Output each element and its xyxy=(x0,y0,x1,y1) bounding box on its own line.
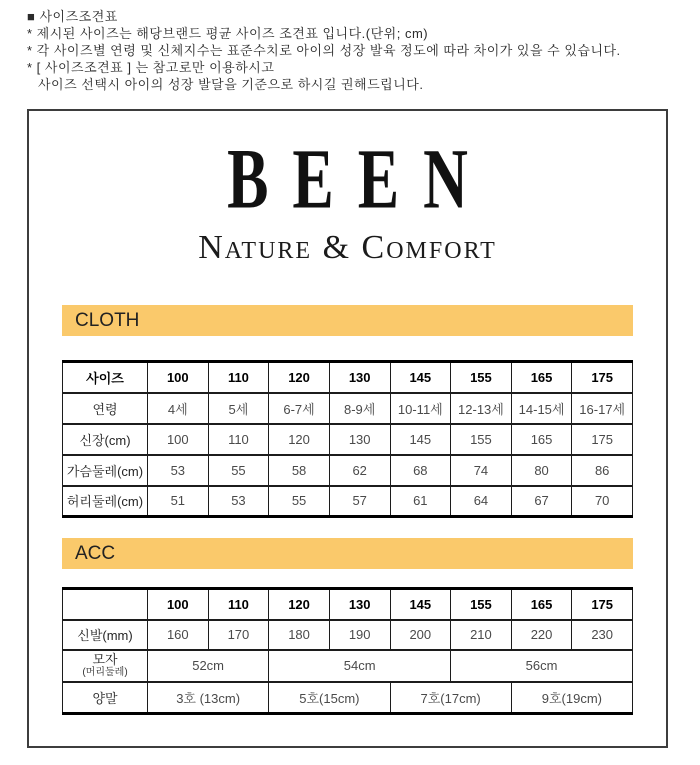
notes-title: ■ 사이즈조견표 xyxy=(27,9,118,24)
cloth-header-cell: 110 xyxy=(208,362,269,393)
socks-size-cell: 3호 (13cm) xyxy=(148,682,269,714)
cloth-header-size: 사이즈 xyxy=(63,362,148,393)
age-cell: 14-15세 xyxy=(511,393,572,424)
row-label-age: 연령 xyxy=(63,393,148,424)
cloth-header-cell: 165 xyxy=(511,362,572,393)
cloth-waist-row xyxy=(63,486,633,517)
height-cell: 110 xyxy=(208,424,269,455)
acc-header-cell: 100 xyxy=(148,589,209,620)
waist-cell: 53 xyxy=(208,486,269,517)
acc-header-cell: 155 xyxy=(451,589,512,620)
note-recommendation: 사이즈 선택시 아이의 성장 발달을 기준으로 하시길 권해드립니다. xyxy=(38,77,424,92)
brand-logo: BEEN xyxy=(227,132,492,227)
socks-size-cell: 7호(17cm) xyxy=(390,682,511,714)
cloth-header-cell: 155 xyxy=(451,362,512,393)
shoes-cell: 170 xyxy=(208,620,269,650)
shoes-cell: 180 xyxy=(269,620,330,650)
chest-cell: 80 xyxy=(511,455,572,486)
chest-cell: 55 xyxy=(208,455,269,486)
note-unit: * 제시된 사이즈는 해당브랜드 평균 사이즈 조견표 입니다.(단위; cm) xyxy=(27,26,429,41)
acc-header-cell: 110 xyxy=(208,589,269,620)
height-cell: 130 xyxy=(329,424,390,455)
acc-header-cell: 165 xyxy=(511,589,572,620)
acc-shoes-row xyxy=(63,620,633,650)
row-label-hat xyxy=(63,650,148,682)
shoes-cell: 220 xyxy=(511,620,572,650)
height-cell: 100 xyxy=(148,424,209,455)
acc-header-cell: 145 xyxy=(390,589,451,620)
acc-header-empty xyxy=(63,589,148,620)
waist-cell: 55 xyxy=(269,486,330,517)
cloth-header-cell: 175 xyxy=(572,362,633,393)
shoes-cell: 200 xyxy=(390,620,451,650)
cloth-header-row xyxy=(63,362,633,393)
acc-socks-row xyxy=(63,682,633,714)
age-cell: 6-7세 xyxy=(269,393,330,424)
row-label-chest: 가슴둘레(cm) xyxy=(63,455,148,486)
shoes-cell: 230 xyxy=(572,620,633,650)
waist-cell: 57 xyxy=(329,486,390,517)
age-cell: 4세 xyxy=(148,393,209,424)
chest-cell: 58 xyxy=(269,455,330,486)
height-cell: 145 xyxy=(390,424,451,455)
chest-cell: 53 xyxy=(148,455,209,486)
waist-cell: 61 xyxy=(390,486,451,517)
row-label-socks: 양말 xyxy=(63,682,148,714)
shoes-cell: 210 xyxy=(451,620,512,650)
hat-sublabel: (머리둘레) xyxy=(82,667,128,678)
waist-cell: 70 xyxy=(572,486,633,517)
cloth-size-table xyxy=(62,360,633,518)
age-cell: 10-11세 xyxy=(390,393,451,424)
acc-header-row xyxy=(63,589,633,620)
row-label-height: 신장(cm) xyxy=(63,424,148,455)
socks-size-cell: 9호(19cm) xyxy=(511,682,632,714)
brand-tagline: Nature & Comfort xyxy=(198,229,497,266)
age-cell: 8-9세 xyxy=(329,393,390,424)
hat-size-cell: 52cm xyxy=(148,650,269,682)
acc-hat-row xyxy=(63,650,633,682)
height-cell: 165 xyxy=(511,424,572,455)
cloth-age-row xyxy=(63,393,633,424)
age-cell: 16-17세 xyxy=(572,393,633,424)
waist-cell: 67 xyxy=(511,486,572,517)
chest-cell: 68 xyxy=(390,455,451,486)
cloth-height-row xyxy=(63,424,633,455)
cloth-header-cell: 145 xyxy=(390,362,451,393)
hat-label: 모자 xyxy=(92,652,118,667)
content-box xyxy=(27,109,668,748)
waist-cell: 64 xyxy=(451,486,512,517)
socks-size-cell: 5호(15cm) xyxy=(269,682,390,714)
waist-cell: 51 xyxy=(148,486,209,517)
note-reference: * [ 사이즈조견표 ] 는 참고로만 이용하시고 xyxy=(27,60,275,75)
hat-size-cell: 54cm xyxy=(269,650,451,682)
height-cell: 120 xyxy=(269,424,330,455)
cloth-chest-row xyxy=(63,455,633,486)
section-banner-acc: ACC xyxy=(62,538,633,569)
note-variance: * 각 사이즈별 연령 및 신체지수는 표준수치로 아이의 성장 발육 정도에 따라 차이가 있을 수 있습니다. xyxy=(27,43,621,58)
cloth-header-cell: 100 xyxy=(148,362,209,393)
height-cell: 155 xyxy=(451,424,512,455)
shoes-cell: 190 xyxy=(329,620,390,650)
acc-header-cell: 175 xyxy=(572,589,633,620)
hat-size-cell: 56cm xyxy=(451,650,633,682)
row-label-waist: 허리둘레(cm) xyxy=(63,486,148,517)
age-cell: 5세 xyxy=(208,393,269,424)
acc-header-cell: 130 xyxy=(329,589,390,620)
chest-cell: 74 xyxy=(451,455,512,486)
row-label-shoes: 신발(mm) xyxy=(63,620,148,650)
acc-header-cell: 120 xyxy=(269,589,330,620)
chest-cell: 86 xyxy=(572,455,633,486)
section-banner-cloth: CLOTH xyxy=(62,305,633,336)
age-cell: 12-13세 xyxy=(451,393,512,424)
shoes-cell: 160 xyxy=(148,620,209,650)
height-cell: 175 xyxy=(572,424,633,455)
cloth-header-cell: 130 xyxy=(329,362,390,393)
cloth-header-cell: 120 xyxy=(269,362,330,393)
size-guide-notes xyxy=(27,8,621,93)
chest-cell: 62 xyxy=(329,455,390,486)
acc-size-table xyxy=(62,587,633,715)
